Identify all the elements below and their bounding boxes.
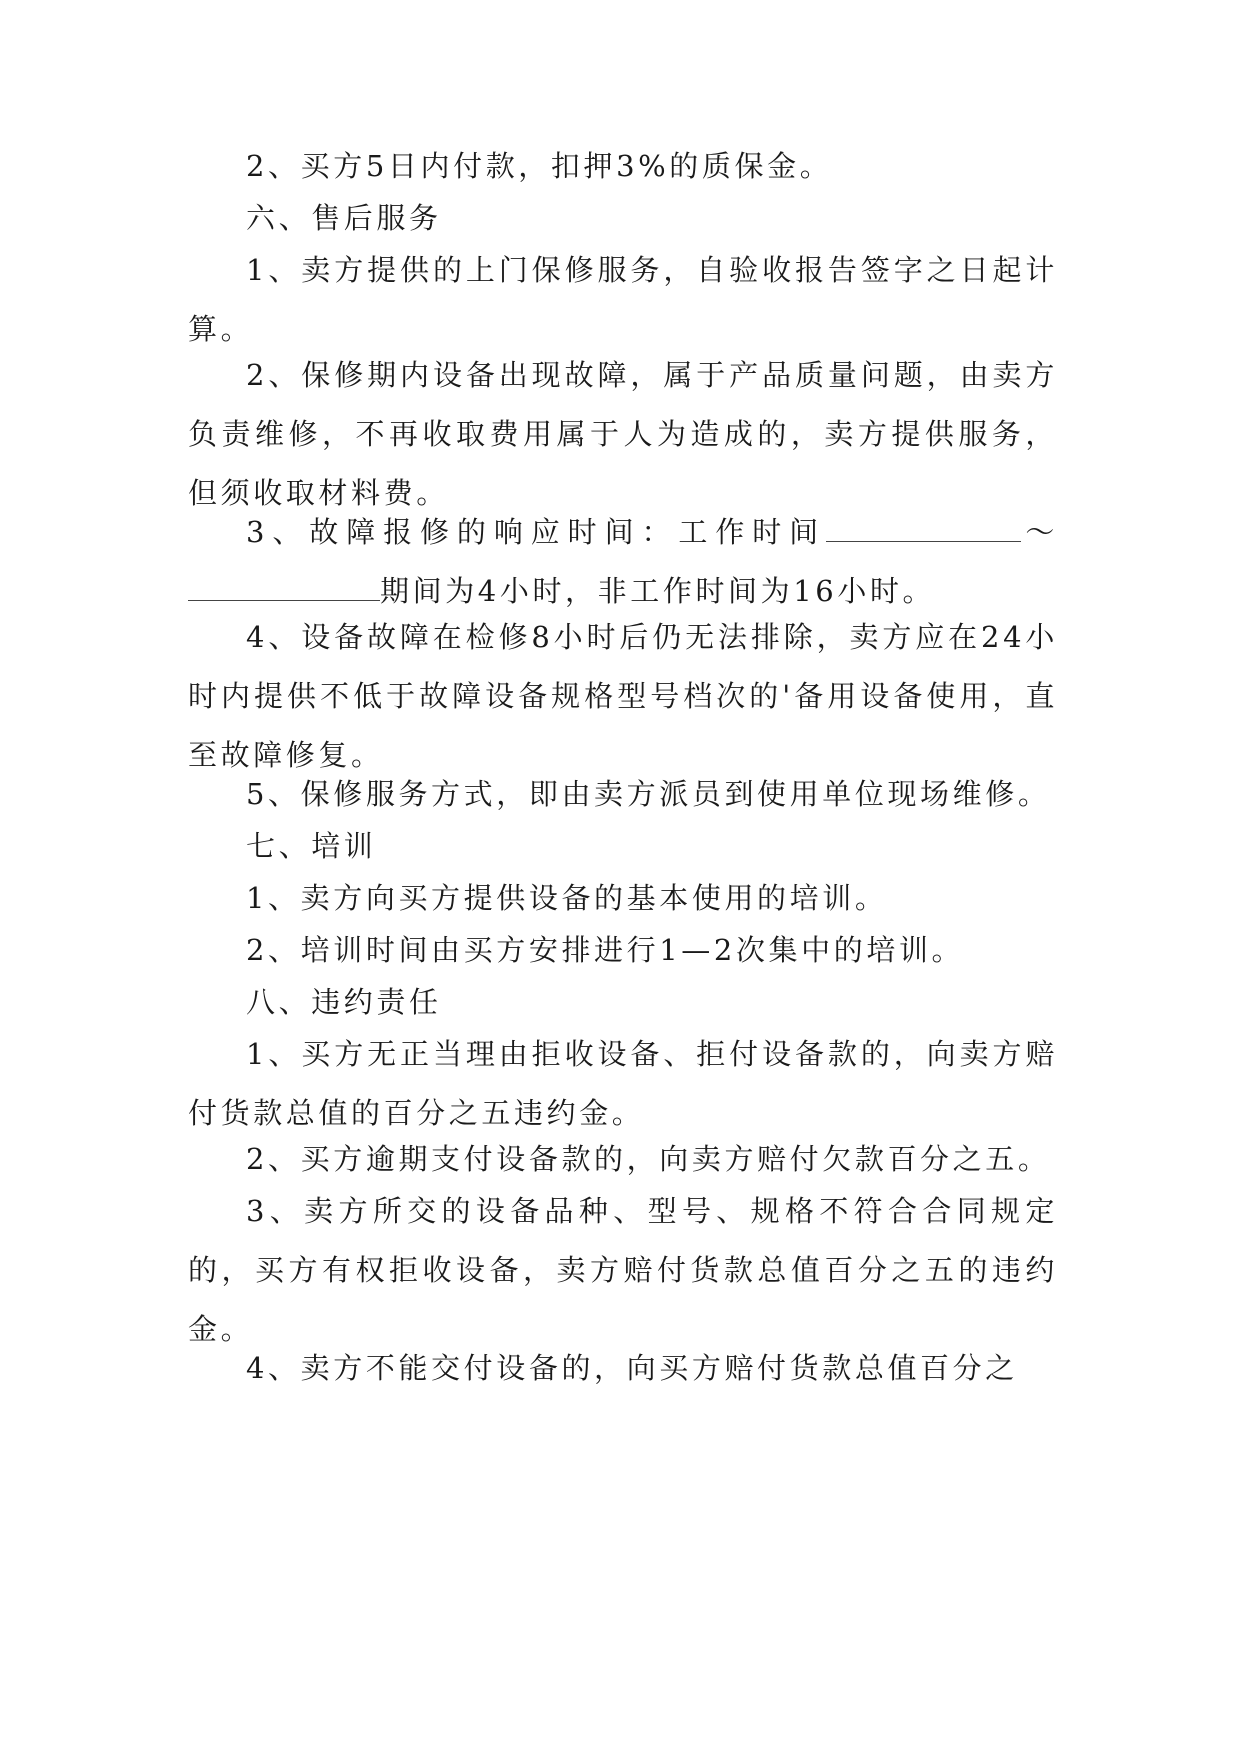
paragraph-training-2: 2、培训时间由买方安排进行1—2次集中的培训。 [246, 933, 965, 967]
section-heading-after-sales: 六、售后服务 [246, 201, 442, 235]
work-hours-start-blank [826, 515, 1021, 542]
paragraph-after-sales-4: 4、设备故障在检修8小时后仍无法排除，卖方应在24小时内提供不低于故障设备规格型号档次的'备用设备使用，直至故障修复。 [188, 620, 1058, 772]
response-time-text-start: 3、故障报修的响应时间：工作时间 [246, 515, 827, 549]
paragraph-after-sales-5: 5、保修服务方式，即由卖方派员到使用单位现场维修。 [246, 777, 1051, 811]
paragraph-after-sales-1: 1、卖方提供的上门保修服务，自验收报告签字之日起计算。 [188, 253, 1058, 346]
paragraph-breach-4: 4、卖方不能交付设备的，向买方赔付货款总值百分之 [246, 1351, 1018, 1385]
section-heading-training: 七、培训 [246, 829, 377, 863]
paragraph-breach-2: 2、买方逾期支付设备款的，向卖方赔付欠款百分之五。 [246, 1142, 1051, 1176]
response-time-text-end: 期间为4小时，非工作时间为16小时。 [380, 574, 936, 608]
section-heading-breach-liability: 八、违约责任 [246, 985, 442, 1019]
work-hours-end-blank [188, 574, 380, 601]
paragraph-breach-3: 3、卖方所交的设备品种、型号、规格不符合合同规定的，买方有权拒收设备，卖方赔付货款总值百分之五的违约金。 [188, 1194, 1058, 1346]
paragraph-after-sales-2: 2、保修期内设备出现故障，属于产品质量问题，由卖方负责维修，不再收取费用属于人为造成的，卖方提供服务，但须收取材料费。 [188, 358, 1058, 510]
paragraph-training-1: 1、卖方向买方提供设备的基本使用的培训。 [246, 881, 888, 915]
paragraph-breach-1: 1、买方无正当理由拒收设备、拒付设备款的，向卖方赔付货款总值的百分之五违约金。 [188, 1037, 1058, 1130]
paragraph-after-sales-3 [188, 503, 1058, 621]
range-separator: ～ [1021, 515, 1058, 549]
paragraph-payment-terms: 2、买方5日内付款，扣押3%的质保金。 [246, 149, 833, 183]
